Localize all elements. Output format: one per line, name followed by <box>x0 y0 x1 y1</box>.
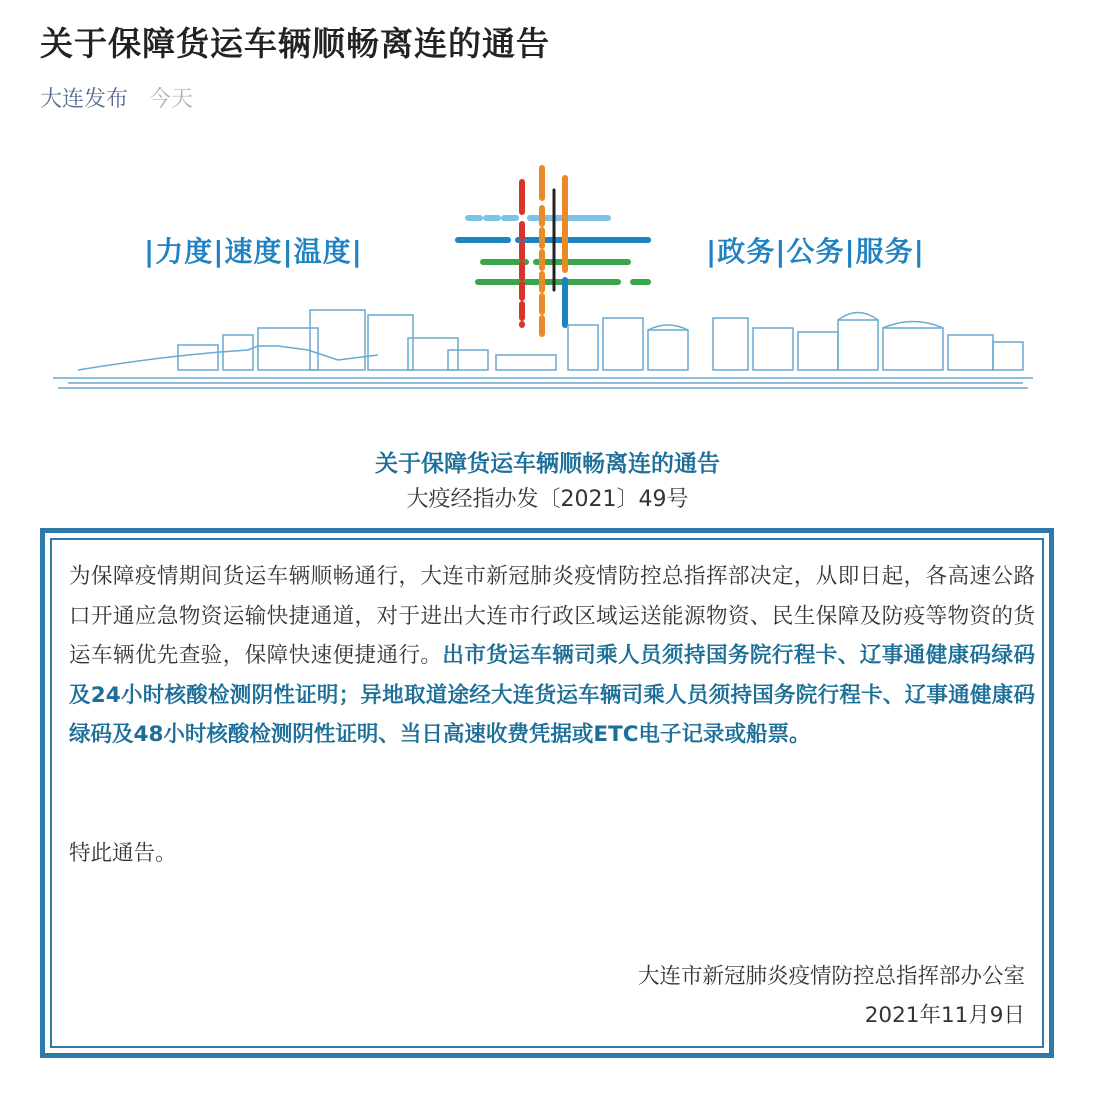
notice-closing: 特此通告。 <box>69 841 177 866</box>
author-link[interactable]: 大连发布 <box>40 87 129 112</box>
notice-body-highlight: 出市货运车辆司乘人员须持国务院行程卡、辽事通健康码绿码及24小时核酸检测阴性证明；异地取道途经大连货运车辆司乘人员须持国务院行程卡、辽事通健康码绿码及48小时核酸检测阴性证明、当日高速收费凭据或ETC电子记录或船票。 <box>69 643 1035 747</box>
banner-slogan-left: |力度|速度|温度| <box>144 235 363 268</box>
lian-character-logo-icon <box>458 168 648 340</box>
signatory: 大连市新冠肺炎疫情防控总指挥部办公室 <box>637 964 1025 989</box>
notice-frame <box>40 528 1054 1058</box>
notice-body-plain: 为保障疫情期间货运车辆顺畅通行，大连市新冠肺炎疫情防控总指挥部决定，从即日起，各高速公路口开通应急物资运输快捷通道，对于进出大连市行政区域运送能源物资、民生保障及防疫等物资的货运车辆优先查验，保障快速便捷通行。 <box>69 564 1035 668</box>
banner-graphic <box>48 150 1038 400</box>
article-meta <box>40 82 193 113</box>
notice-number: 大疫经指办发〔2021〕49号 <box>406 487 689 512</box>
notice-title: 关于保障货运车辆顺畅离连的通告 <box>375 451 720 477</box>
notice-body <box>69 557 1035 755</box>
banner-slogan-right: |政务|公务|服务| <box>706 235 925 268</box>
article-title: 关于保障货运车辆顺畅离连的通告 <box>40 24 550 63</box>
banner-image <box>48 150 1038 400</box>
signed-date: 2021年11月9日 <box>864 1003 1025 1028</box>
notice-signature <box>638 957 1025 1035</box>
publish-date: 今天 <box>149 87 194 112</box>
